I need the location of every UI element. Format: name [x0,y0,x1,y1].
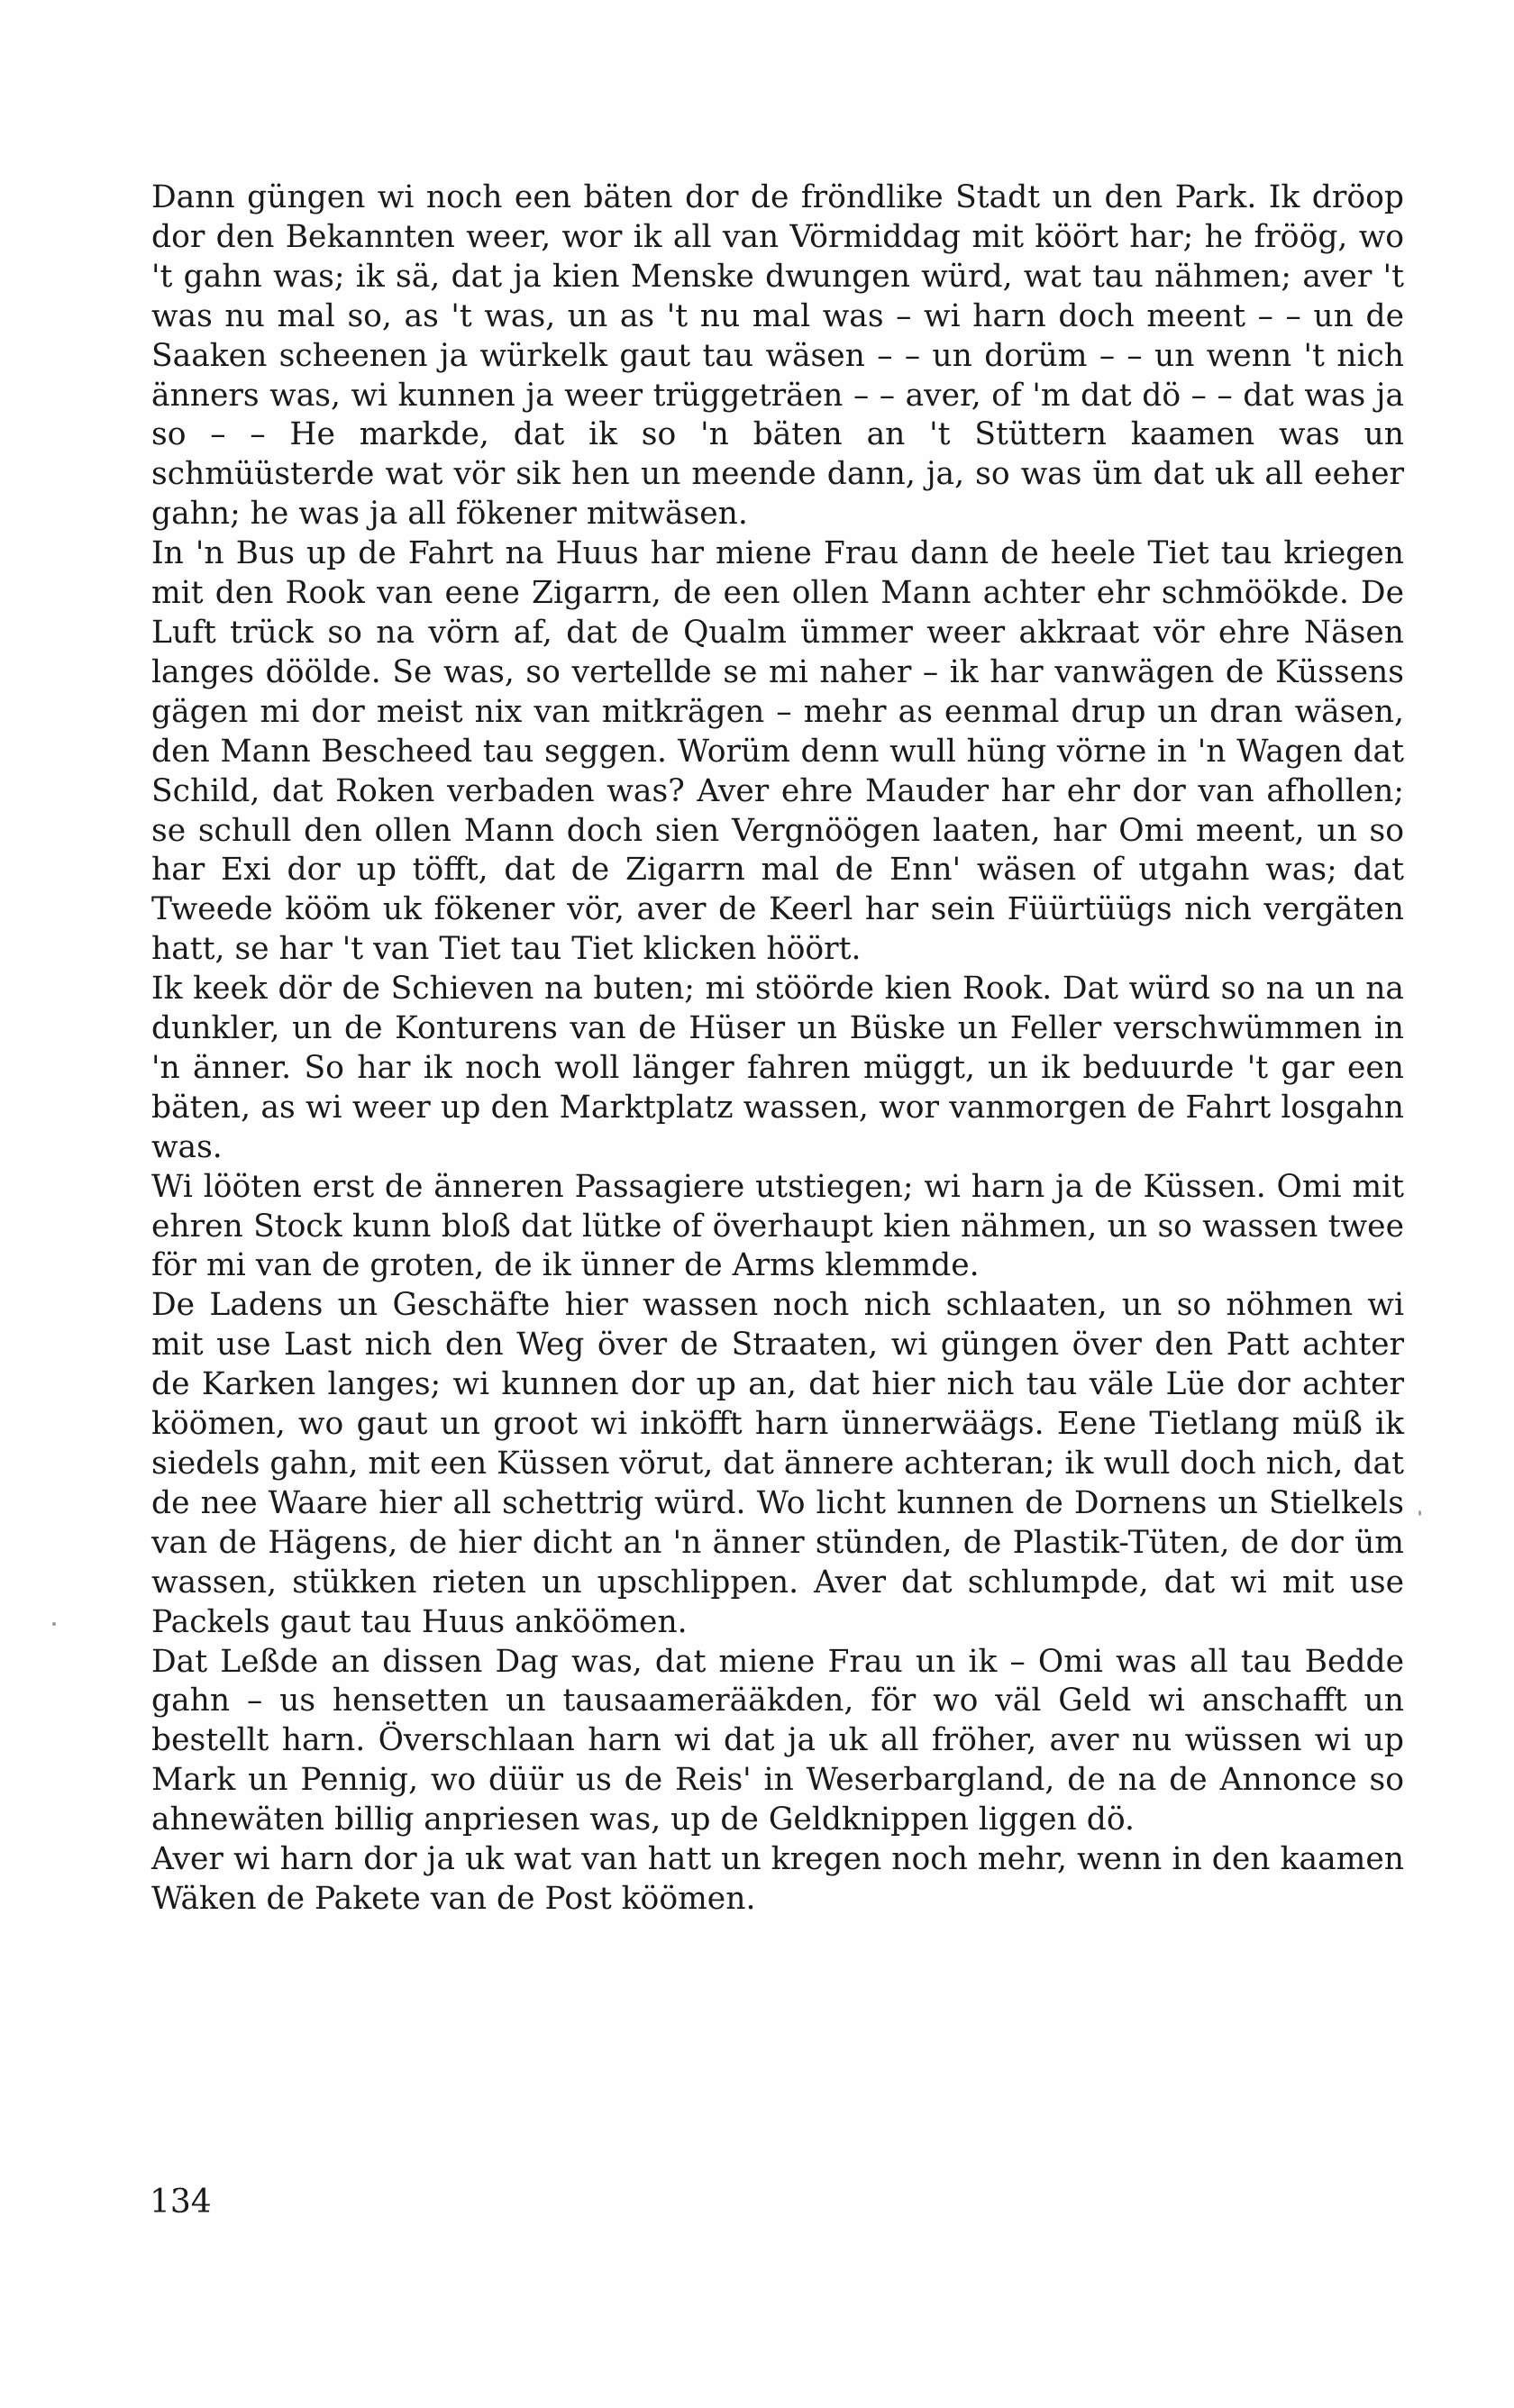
paragraph: In 'n Bus up de Fahrt na Huus har miene Frau dann de heele Tiet tau kriegen mit den Rook van eene Zigarrn, de een ollen Mann achter ehr schmöökde. De Luft trück so na vörn af, dat de Qualm ümmer weer akkraat vör ehre Näsen langes döölde. Se was, so vertellde se mi naher – ik har vanwägen de Küssens gägen mi dor meist nix van mitkrägen – mehr as eenmal drup un dran wäsen, den Mann Bescheed tau seggen. Worüm denn wull hüng vörne in 'n Wagen dat Schild, dat Roken verbaden was? Aver ehre Mauder har ehr dor van afhollen; se schull den ollen Mann doch sien Vergnöögen laaten, har Omi meent, un so har Exi dor up töfft, dat de Zigarrn mal de Enn' wäsen of utgahn was; dat Tweede kööm uk fökener vör, aver de Keerl har sein Füürtüügs nich vergäten hatt, se har 't van Tiet tau Tiet klicken höört. [151,535,1404,968]
print-speck [52,1622,56,1626]
paragraph: Dann güngen wi noch een bäten dor de fröndlike Stadt un den Park. Ik dröop dor den Bekannten weer, wor ik all van Vörmiddag mit köört har; he fröög, wo 't gahn was; ik sä, dat ja kien Menske dwungen würd, wat tau nähmen; aver 't was nu mal so, as 't was, un as 't nu mal was – wi harn doch meent – – un de Saaken scheenen ja würkelk gaut tau wäsen – – un dorüm – – un wenn 't nich änners was, wi kunnen ja weer trüggeträen – – aver, of 'm dat dö – – dat was ja so – – He markde, dat ik so 'n bäten an 't Stüttern kaamen was un schmüüsterde wat vör sik hen un meende dann, ja, so was üm dat uk all eeher gahn; he was ja all fökener mitwäsen. [151,179,1404,533]
paragraph: De Ladens un Geschäfte hier wassen noch nich schlaaten, un so nöhmen wi mit use Last nich den Weg över de Straaten, wi güngen över den Patt achter de Karken langes; wi kunnen dor up an, dat hier nich tau väle Lüe dor achter köömen, wo gaut un groot wi inköfft harn ünnerwäägs. Eene Tietlang müß ik siedels gahn, mit een Küssen vörut, dat ännere achteran; ik wull doch nich, dat de nee Waare hier all schettrig würd. Wo licht kunnen de Dornens un Stielkels van de Hägens, de hier dicht an 'n änner stünden, de Plastik-Tüten, de dor üm wassen, stükken rieten un upschlippen. Aver dat schlumpde, dat wi mit use Packels gaut tau Huus anköömen. [151,1287,1404,1640]
page-number: 134 [150,2184,212,2221]
paragraph: Wi lööten erst de änneren Passagiere utstiegen; wi harn ja de Küssen. Omi mit ehren Stock kunn bloß dat lütke of överhaupt kien nähmen, un so wassen twee för mi van de groten, de ik ünner de Arms klemmde. [151,1168,1404,1284]
paragraph: Ik keek dör de Schieven na buten; mi stöörde kien Rook. Dat würd so na un na dunkler, un de Konturens van de Hüser un Büske un Feller verschwümmen in 'n änner. So har ik noch woll länger fahren müggt, un ik beduurde 't gar een bäten, as wi weer up den Marktplatz wassen, wor vanmorgen de Fahrt losgahn was. [151,971,1404,1165]
paragraph: Aver wi harn dor ja uk wat van hatt un kregen noch mehr, wenn in den kaamen Wäken de Pakete van de Post köömen. [151,1841,1404,1917]
paragraph: Dat Leßde an dissen Dag was, dat miene Frau un ik – Omi was all tau Bedde gahn – us hensetten un tausaamerääkden, för wo väl Geld wi anschafft un bestellt harn. Överschlaan harn wi dat ja uk all fröher, aver nu wüssen wi up Mark un Pennig, wo düür us de Reis' in Weserbargland, de na de Annonce so ahnewäten billig anpriesen was, up de Geldknippen liggen dö. [151,1643,1404,1838]
print-speck [1418,1510,1421,1516]
body-text [151,178,1404,1920]
